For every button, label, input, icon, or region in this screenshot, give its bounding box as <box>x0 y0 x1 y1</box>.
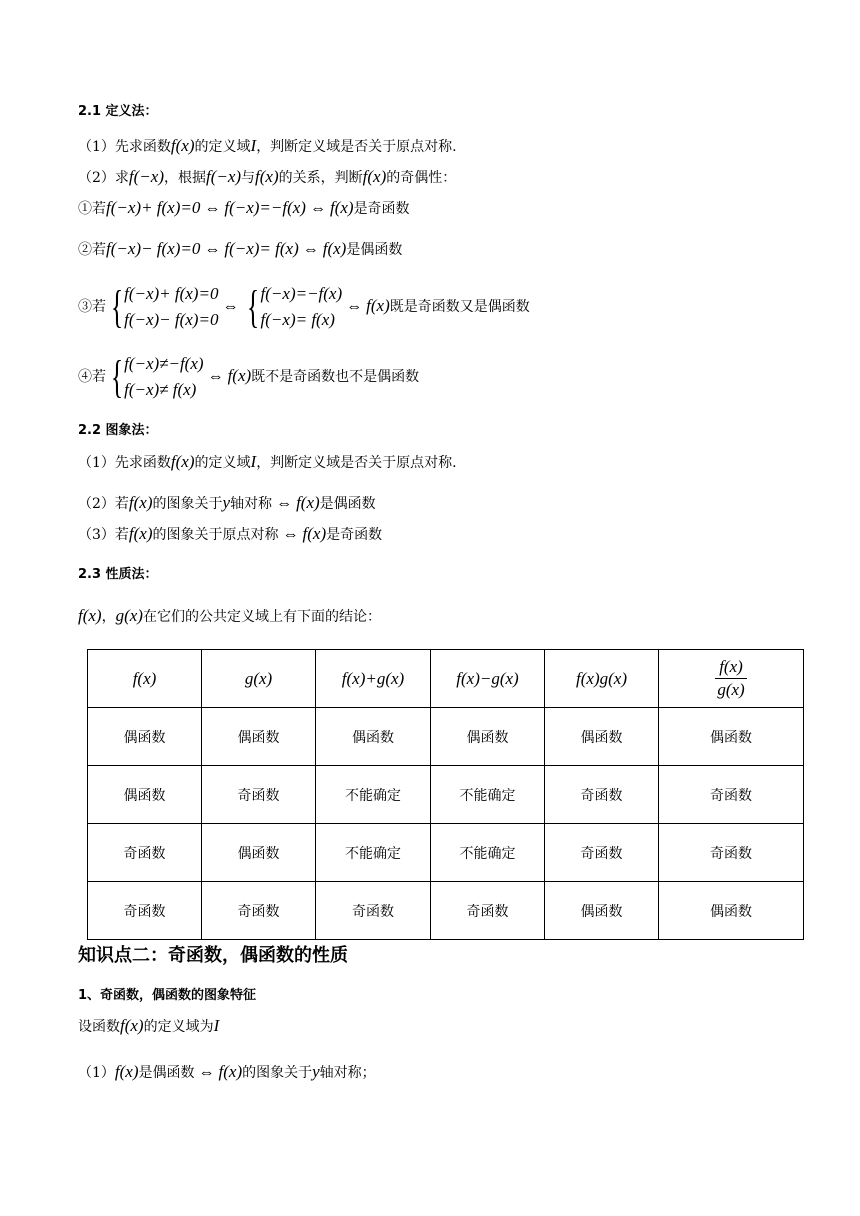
brace-symbol: { <box>110 351 124 402</box>
s21-rule-both: ③若 { f(−x)+ f(x)=0 f(−x)− f(x)=0 ⇔ { f(−x)=−f(x) f(−x)= f(x) ⇔ f(x)既是奇函数又是偶函数 <box>78 281 530 332</box>
s22-line-2: （2）若f(x)的图象关于y轴对称 ⇔ f(x)是偶函数 <box>78 493 376 512</box>
k2-line-1: 设函数f(x)的定义域为I <box>78 1016 220 1035</box>
table-cell: 奇函数 <box>202 766 316 824</box>
s22-line-1: （1）先求函数f(x)的定义域I，判断定义域是否关于原点对称. <box>78 452 457 471</box>
brace-symbol: { <box>247 281 260 332</box>
s21-rule-even: ②若f(−x)− f(x)=0 ⇔ f(−x)= f(x) ⇔ f(x)是偶函数 <box>78 239 403 258</box>
table-cell: 偶函数 <box>545 882 659 940</box>
table-header-cell: f(x)g(x) <box>545 650 659 708</box>
iff-symbol: ⇔ <box>309 200 326 217</box>
section-2-3-heading: 2.3 性质法： <box>78 567 158 582</box>
iff-symbol: ⇔ <box>204 241 221 258</box>
parity-table <box>87 649 804 940</box>
iff-symbol: ⇔ <box>198 1064 215 1081</box>
table-cell: 偶函数 <box>545 708 659 766</box>
system-neither: { f(−x)≠−f(x) f(−x)≠ f(x) <box>110 351 204 402</box>
iff-symbol: ⇔ <box>282 526 299 543</box>
iff-symbol: ⇔ <box>276 495 293 512</box>
system-left: { f(−x)+ f(x)=0 f(−x)− f(x)=0 <box>110 281 219 332</box>
table-cell: 奇函数 <box>659 766 804 824</box>
table-header-cell: f(x)−g(x) <box>431 650 545 708</box>
table-row <box>88 824 804 882</box>
table-cell: 不能确定 <box>316 766 431 824</box>
table-cell: 奇函数 <box>545 824 659 882</box>
table-cell: 偶函数 <box>431 708 545 766</box>
table-cell: 偶函数 <box>88 766 202 824</box>
s22-line-3: （3）若f(x)的图象关于原点对称 ⇔ f(x)是奇函数 <box>78 524 383 543</box>
k2-subheading: 1、奇函数，偶函数的图象特征 <box>78 988 257 1003</box>
table-cell: 偶函数 <box>88 708 202 766</box>
table-cell: 奇函数 <box>545 766 659 824</box>
k2-line-2: （1）f(x)是偶函数 ⇔ f(x)的图象关于y轴对称； <box>78 1062 376 1081</box>
s21-line-1: （1）先求函数f(x)的定义域I，判断定义域是否关于原点对称. <box>78 136 457 155</box>
s21-rule-odd: ①若f(−x)+ f(x)=0 ⇔ f(−x)=−f(x) ⇔ f(x)是奇函数 <box>78 198 410 217</box>
system-right: { f(−x)=−f(x) f(−x)= f(x) <box>247 281 343 332</box>
table-cell: 奇函数 <box>431 882 545 940</box>
table-header-cell: f(x) <box>88 650 202 708</box>
table-cell: 奇函数 <box>88 824 202 882</box>
table-cell: 不能确定 <box>431 824 545 882</box>
s21-rule-neither: ④若 { f(−x)≠−f(x) f(−x)≠ f(x) ⇔ f(x)既不是奇函数也不是偶函数 <box>78 351 420 402</box>
table-cell: 不能确定 <box>316 824 431 882</box>
table-cell: 偶函数 <box>202 824 316 882</box>
section-2-2-heading: 2.2 图象法： <box>78 423 158 438</box>
table-row <box>88 882 804 940</box>
iff-symbol: ⇔ <box>204 200 221 217</box>
table-cell: 偶函数 <box>659 882 804 940</box>
table-cell: 奇函数 <box>659 824 804 882</box>
table-cell: 奇函数 <box>202 882 316 940</box>
iff-symbol: ⇔ <box>302 241 319 258</box>
table-cell: 偶函数 <box>202 708 316 766</box>
s23-intro: f(x)，g(x)在它们的公共定义域上有下面的结论： <box>78 606 381 625</box>
s21-line-2: （2）求f(−x)，根据f(−x)与f(x)的关系，判断f(x)的奇偶性： <box>78 167 457 186</box>
knowledge-point-2-title: 知识点二：奇函数，偶函数的性质 <box>78 945 348 966</box>
brace-symbol: { <box>110 281 124 332</box>
iff-symbol: ⇔ <box>222 298 239 315</box>
iff-symbol: ⇔ <box>207 368 224 385</box>
section-2-1-heading: 2.1 定义法： <box>78 104 158 119</box>
fraction: $\frac{f(x)}{g(x)}$ <box>715 657 747 700</box>
table-cell: 不能确定 <box>431 766 545 824</box>
table-cell: 奇函数 <box>316 882 431 940</box>
table-cell: 奇函数 <box>88 882 202 940</box>
table-cell: 偶函数 <box>316 708 431 766</box>
table-row <box>88 708 804 766</box>
table-header-cell: g(x) <box>202 650 316 708</box>
table-cell: 偶函数 <box>659 708 804 766</box>
table-header-cell: f(x)+g(x) <box>316 650 431 708</box>
iff-symbol: ⇔ <box>346 298 363 315</box>
table-row <box>88 766 804 824</box>
table-header-cell <box>659 650 804 708</box>
table-header-row <box>88 650 804 708</box>
